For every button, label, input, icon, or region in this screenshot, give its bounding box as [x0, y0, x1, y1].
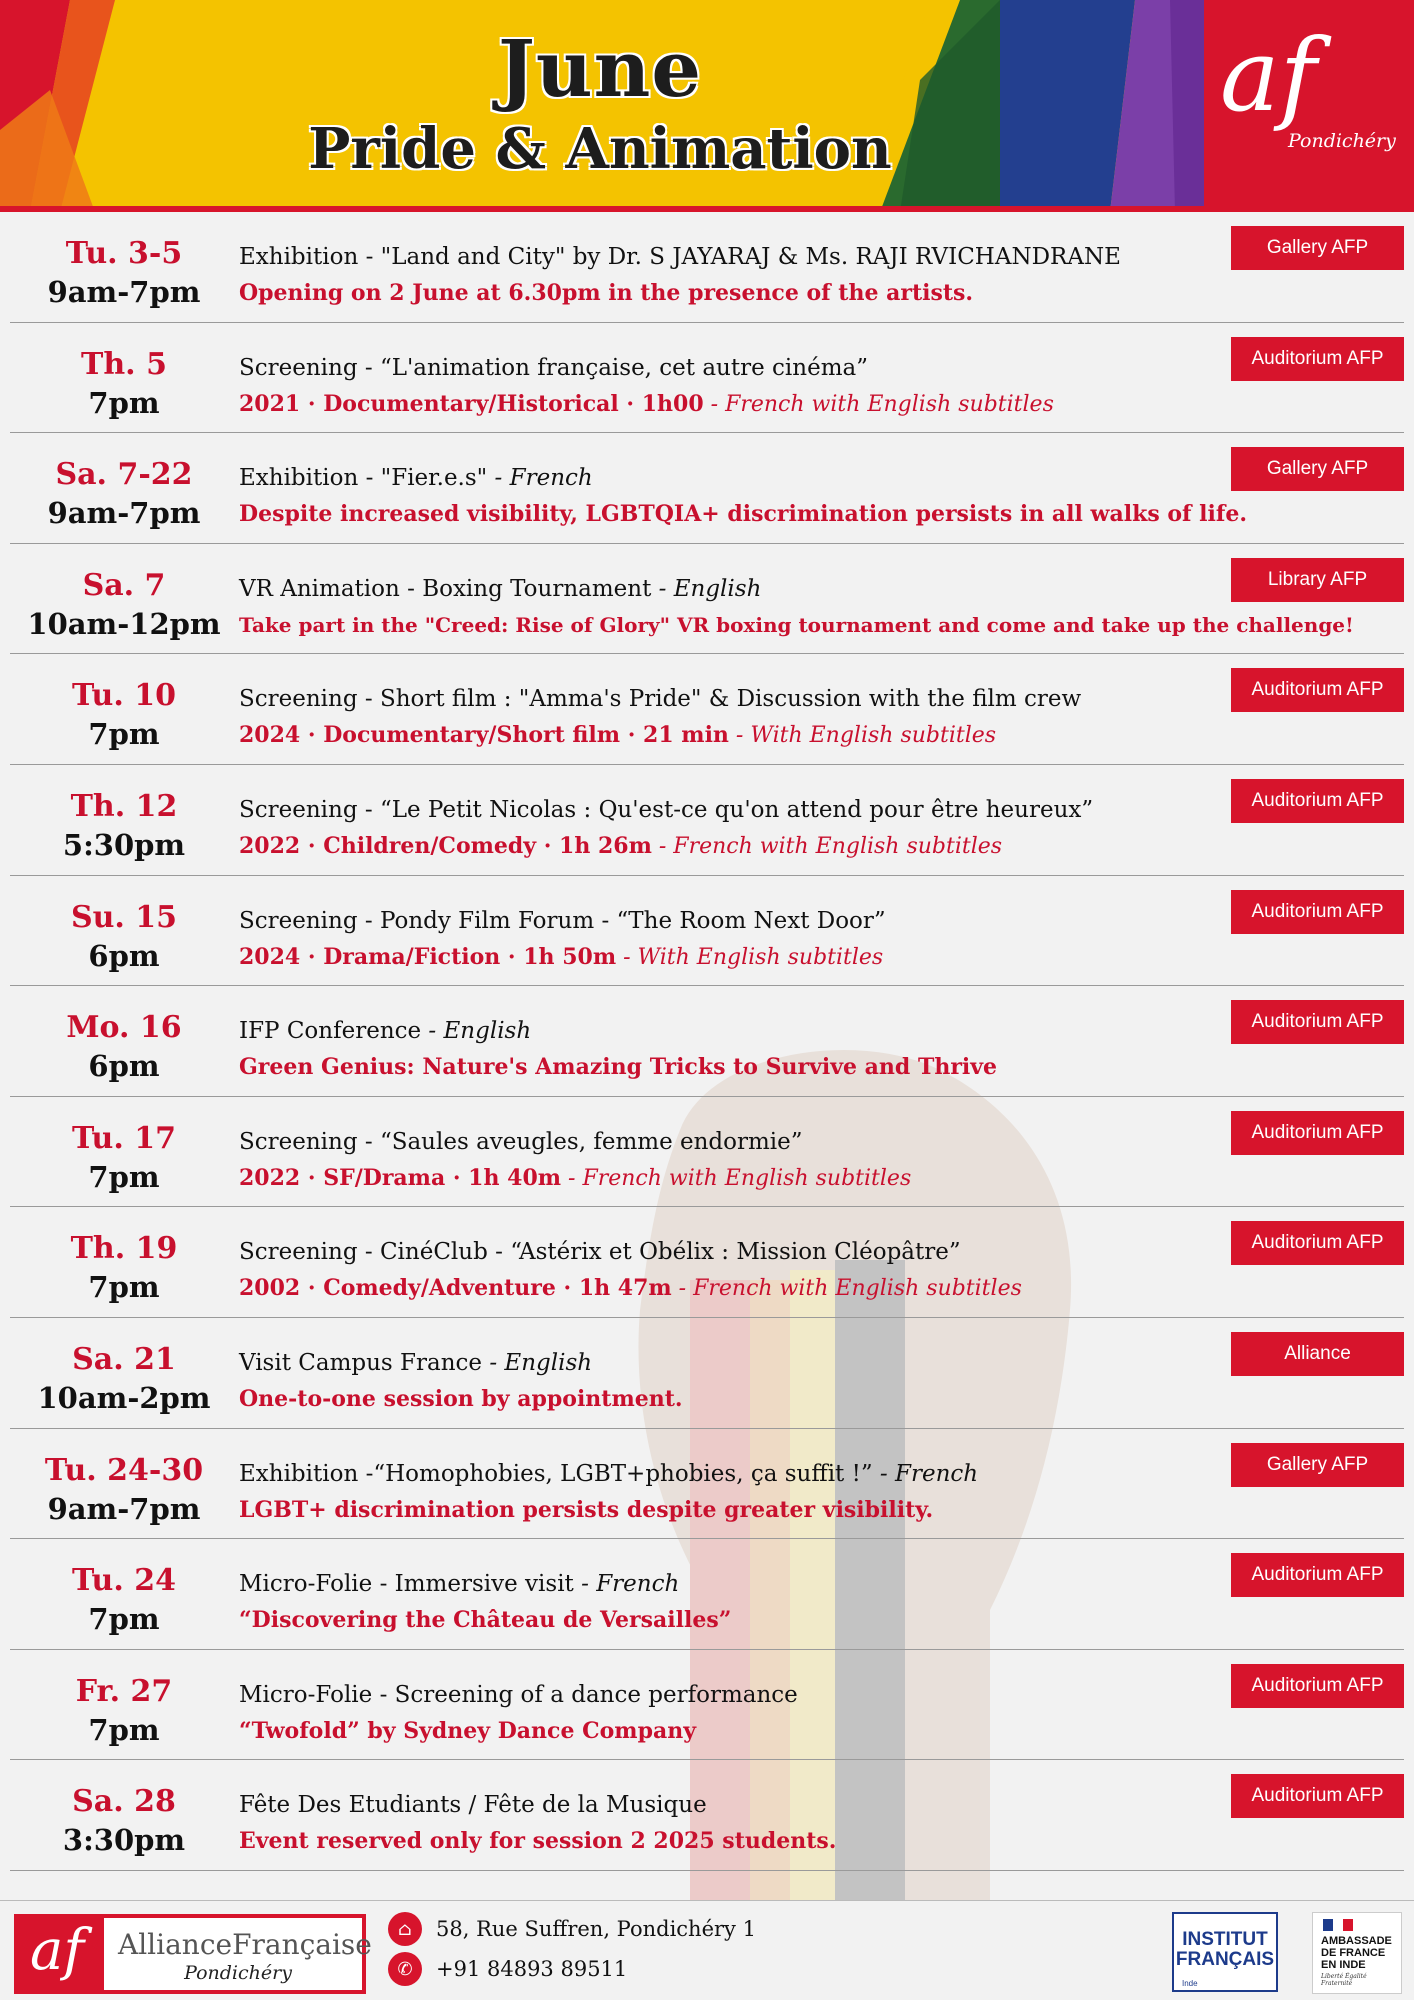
venue-badge: Auditorium AFP	[1231, 1774, 1404, 1818]
event-date: Tu. 3-5	[65, 236, 183, 271]
event-date: Tu. 24	[71, 1563, 177, 1599]
event-date: Tu. 17	[71, 1120, 177, 1156]
page-title: June	[498, 24, 702, 115]
venue-badge: Gallery AFP	[1231, 447, 1404, 491]
venue-badge: Auditorium AFP	[1231, 1111, 1404, 1155]
venue-badge: Auditorium AFP	[1231, 668, 1404, 712]
event-row	[10, 212, 1404, 323]
event-time: 7pm	[88, 385, 160, 420]
event-title: Screening - “L'animation française, cet autre cinéma”	[239, 354, 868, 381]
event-title: Micro-Folie - Immersive visit - French	[239, 1571, 680, 1598]
event-date: Su. 15	[70, 899, 178, 935]
event-time: 9am-7pm	[47, 1491, 201, 1526]
org-name: AllianceFrançaise	[118, 1928, 372, 1961]
event-date: Sa. 21	[72, 1341, 176, 1377]
event-description: 2022 · Children/Comedy · 1h 26m - French with English subtitles	[239, 832, 1003, 859]
event-description: Event reserved only for session 2 2025 students.	[239, 1828, 837, 1855]
event-title: Fête Des Etudiants / Fête de la Musique	[239, 1792, 707, 1819]
venue-badge: Auditorium AFP	[1231, 1553, 1404, 1597]
institut-line-1: INSTITUT	[1182, 1929, 1268, 1950]
embassy-motto: Liberté Égalité Fraternité	[1321, 1973, 1367, 1987]
event-time: 7pm	[88, 1712, 160, 1747]
phone-line	[388, 1952, 627, 1986]
event-date: Sa. 7-22	[55, 457, 193, 493]
event-description: Take part in the "Creed: Rise of Glory" VR boxing tournament and come and take up the challenge!	[239, 612, 1354, 637]
phone-text: +91 84893 89511	[436, 1957, 628, 1981]
logo-city: Pondichéry	[1288, 130, 1396, 152]
event-description: “Twofold” by Sydney Dance Company	[239, 1717, 696, 1744]
af-mark: af	[30, 1918, 85, 1983]
event-row	[10, 1318, 1404, 1429]
venue-badge: Auditorium AFP	[1231, 779, 1404, 823]
footer	[0, 1900, 1414, 2000]
event-title: VR Animation - Boxing Tournament - English	[239, 575, 762, 602]
event-title: IFP Conference - English	[239, 1018, 532, 1045]
event-description: Green Genius: Nature's Amazing Tricks to Survive and Thrive	[239, 1054, 998, 1081]
institut-line-3: Inde	[1182, 1979, 1198, 1988]
event-row	[10, 654, 1404, 765]
event-title: Screening - “Saules aveugles, femme endormie”	[239, 1128, 803, 1155]
org-city: Pondichéry	[184, 1962, 292, 1984]
event-description: 2024 · Documentary/Short film · 21 min - With English subtitles	[239, 722, 997, 749]
address-line	[388, 1912, 756, 1946]
event-row	[10, 1650, 1404, 1761]
venue-badge: Auditorium AFP	[1231, 1000, 1404, 1044]
event-title: Visit Campus France - English	[239, 1349, 593, 1376]
event-description: “Discovering the Château de Versailles”	[239, 1607, 732, 1634]
event-description: 2002 · Comedy/Adventure · 1h 47m - French with English subtitles	[239, 1275, 1022, 1302]
venue-badge: Gallery AFP	[1231, 1443, 1404, 1487]
event-row	[10, 1539, 1404, 1650]
alliance-francaise-footer-logo	[14, 1914, 372, 1994]
event-title: Screening - Short film : "Amma's Pride" & Discussion with the film crew	[239, 686, 1082, 713]
page-subtitle: Pride & Animation	[308, 116, 892, 182]
event-title: Screening - Pondy Film Forum - “The Room Next Door”	[239, 907, 886, 934]
logo-mark: af	[1220, 17, 1317, 134]
event-description: LGBT+ discrimination persists despite greater visibility.	[239, 1496, 934, 1523]
event-time: 3:30pm	[62, 1823, 186, 1858]
event-time: 5:30pm	[62, 827, 186, 862]
af-mark-box	[18, 1918, 104, 1990]
event-title: Exhibition - "Fier.e.s" - French	[239, 465, 593, 492]
alliance-francaise-logo	[1204, 0, 1414, 207]
footer-divider	[0, 1900, 1414, 1901]
event-title: Screening - “Le Petit Nicolas : Qu'est-ce qu'on attend pour être heureux”	[239, 796, 1094, 823]
event-date: Tu. 10	[71, 678, 177, 714]
event-row	[10, 323, 1404, 434]
event-row	[10, 1097, 1404, 1208]
french-flag-icon	[1323, 1919, 1353, 1931]
event-title: Exhibition - "Land and City" by Dr. S JAYARAJ & Ms. RAJI RVICHANDRANE	[239, 244, 1121, 270]
venue-badge: Auditorium AFP	[1231, 890, 1404, 934]
address-text: 58, Rue Suffren, Pondichéry 1	[436, 1917, 756, 1941]
event-time: 7pm	[88, 1159, 160, 1194]
event-description: Despite increased visibility, LGBTQIA+ discrimination persists in all walks of life.	[239, 501, 1247, 528]
event-time: 10am-12pm	[27, 606, 221, 641]
venue-badge: Auditorium AFP	[1231, 1221, 1404, 1265]
event-date: Fr. 27	[75, 1673, 173, 1709]
event-title: Exhibition -“Homophobies, LGBT+phobies, ça suffit !” - French	[239, 1460, 979, 1487]
event-time: 7pm	[88, 1270, 160, 1305]
embassy-text: AMBASSADE DE FRANCE EN INDE	[1321, 1935, 1392, 1971]
venue-badge: Alliance	[1231, 1332, 1404, 1376]
event-list	[10, 212, 1404, 1871]
event-row	[10, 544, 1404, 655]
event-row	[10, 765, 1404, 876]
event-title: Micro-Folie - Screening of a dance performance	[239, 1681, 798, 1708]
event-row	[10, 1429, 1404, 1540]
event-row	[10, 433, 1404, 544]
header-banner	[0, 0, 1414, 212]
institut-line-2: FRANÇAIS	[1175, 1949, 1275, 1970]
event-time: 7pm	[88, 717, 160, 752]
event-date: Mo. 16	[66, 1010, 182, 1046]
event-time: 6pm	[88, 938, 160, 973]
embassy-logo	[1312, 1912, 1402, 1994]
event-date: Th. 12	[70, 788, 178, 824]
event-description: 2024 · Drama/Fiction · 1h 50m - With English subtitles	[239, 943, 884, 970]
event-time: 9am-7pm	[47, 275, 201, 309]
event-row	[10, 1760, 1404, 1871]
event-date: Th. 19	[70, 1231, 178, 1267]
event-date: Th. 5	[81, 346, 167, 382]
event-description: 2022 · SF/Drama · 1h 40m - French with English subtitles	[239, 1164, 912, 1191]
event-time: 6pm	[88, 1049, 160, 1084]
institut-francais-logo	[1172, 1912, 1278, 1992]
event-date: Sa. 28	[72, 1784, 176, 1820]
venue-badge: Library AFP	[1231, 558, 1404, 602]
event-row	[10, 876, 1404, 987]
event-description: 2021 · Documentary/Historical · 1h00 - French with English subtitles	[239, 390, 1054, 417]
venue-badge: Gallery AFP	[1231, 226, 1404, 270]
event-date: Sa. 7	[82, 567, 166, 603]
event-description: One-to-one session by appointment.	[239, 1385, 683, 1412]
home-icon: ⌂	[388, 1912, 422, 1946]
venue-badge: Auditorium AFP	[1231, 337, 1404, 381]
venue-badge: Auditorium AFP	[1231, 1664, 1404, 1708]
whatsapp-icon: ✆	[388, 1952, 422, 1986]
event-date: Tu. 24-30	[44, 1452, 204, 1488]
event-description: Opening on 2 June at 6.30pm in the presence of the artists.	[239, 280, 974, 306]
event-row	[10, 1207, 1404, 1318]
event-row	[10, 986, 1404, 1097]
event-title: Screening - CinéClub - “Astérix et Obélix : Mission Cléopâtre”	[239, 1239, 961, 1266]
event-time: 10am-2pm	[37, 1380, 211, 1415]
event-time: 7pm	[88, 1602, 160, 1637]
event-time: 9am-7pm	[47, 496, 201, 531]
